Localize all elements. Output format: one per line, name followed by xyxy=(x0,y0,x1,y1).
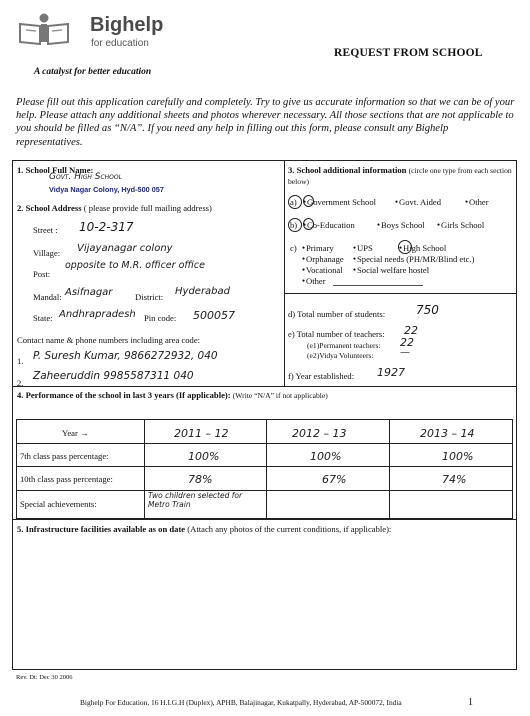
selected-circle-government xyxy=(303,195,314,207)
school-name-value[interactable]: Govt. High School xyxy=(49,172,122,182)
year-2012-13: 2012 – 13 xyxy=(292,427,347,440)
page-number: 1 xyxy=(468,697,473,708)
row-b-marker: b) xyxy=(290,220,298,230)
district-label: District: xyxy=(135,292,164,302)
brand-name: Bighelp xyxy=(90,14,164,36)
infrastructure-hint: (Attach any photos of the current conditions, if applicable): xyxy=(187,524,392,534)
permanent-teachers-label: (e1)Permanent teachers: xyxy=(307,341,381,350)
selected-circle-coed xyxy=(303,218,314,230)
achievement-2011-12[interactable]: Two children selected for Metro Train xyxy=(148,491,243,509)
footer-address: Bighelp For Education, 16 H.I.G.H (Duplex), APHB, Balajinagar, Kukatpally, Hyderabad, AP-500072, India xyxy=(80,698,402,707)
post-label: Post: xyxy=(33,269,51,279)
option-other-category[interactable]: ● Other xyxy=(302,276,326,286)
vidya-volunteers-value[interactable]: — xyxy=(400,347,410,358)
year-2011-12: 2011 – 12 xyxy=(174,427,229,440)
tenth-2011-12[interactable]: 78% xyxy=(188,473,213,486)
teachers-label: e) Total number of teachers: xyxy=(288,329,385,339)
contact-2-value[interactable]: Zaheeruddin 9985587311 040 xyxy=(33,370,194,382)
option-boys-school[interactable]: ● Boys School xyxy=(377,220,425,230)
infrastructure-area[interactable] xyxy=(17,541,511,666)
pincode-value[interactable]: 500057 xyxy=(193,309,235,322)
village-label: Village: xyxy=(33,248,61,258)
performance-hint: (Write “N/A” if not applicable) xyxy=(232,391,328,400)
option-special-needs[interactable]: ● Special needs (PH/MR/Blind etc.) xyxy=(353,254,474,264)
school-name-label: 1. School Full Name: xyxy=(17,165,94,175)
address-heading xyxy=(17,203,212,213)
district-value[interactable]: Hyderabad xyxy=(175,286,230,297)
state-label: State: xyxy=(33,313,53,323)
village-value[interactable]: Vijayanagar colony xyxy=(77,243,173,254)
tenth-2013-14[interactable]: 74% xyxy=(442,473,467,486)
tenth-class-label: 10th class pass percentage: xyxy=(20,474,113,484)
contact-1-num: 1. xyxy=(17,356,24,366)
option-vocational[interactable]: ● Vocational xyxy=(302,265,343,275)
brand-subtitle: for education xyxy=(91,38,149,49)
option-government-school[interactable]: ● Government School xyxy=(303,197,376,207)
contact-label: Contact name & phone numbers including area code: xyxy=(17,335,201,345)
option-orphanage[interactable]: ● Orphanage xyxy=(302,254,344,264)
students-value[interactable]: 750 xyxy=(416,303,439,317)
infrastructure-label: 5. Infrastructure facilities available as on date xyxy=(17,524,186,534)
permanent-teachers-value[interactable]: 22 xyxy=(400,336,414,349)
performance-heading xyxy=(17,390,328,400)
intro-text: Please fill out this application carefully and completely. Try to give us accurate information so that we can be of your help. Please attach any additional sheets and photos wherever necessary. All those sections that are not applicable to you should be filled as “N/A”. If you need any help in filling out this form, please consult any Bighelp representatives. xyxy=(16,97,515,148)
mandal-value[interactable]: Asifnagar xyxy=(65,287,113,298)
school-stamp: Vidya Nagar Colony, Hyd-500 057 xyxy=(49,185,164,194)
option-ups[interactable]: ● UPS xyxy=(353,243,373,253)
contact-2-num: 2. xyxy=(17,378,24,388)
seventh-2012-13[interactable]: 100% xyxy=(310,450,342,463)
revision-date: Rev. Dt: Dec 30 2006 xyxy=(16,674,73,681)
street-value[interactable]: 10-2-317 xyxy=(79,220,134,234)
students-label: d) Total number of students: xyxy=(288,309,386,319)
form-title: REQUEST FROM SCHOOL xyxy=(334,47,483,59)
tenth-2012-13[interactable]: 67% xyxy=(322,473,347,486)
option-other-type[interactable]: ● Other xyxy=(465,197,489,207)
option-girls-school[interactable]: ● Girls School xyxy=(437,220,484,230)
contact-1-value[interactable]: P. Suresh Kumar, 9866272932, 040 xyxy=(33,350,218,362)
vidya-volunteers-label: (e2)Vidya Volunteers: xyxy=(307,351,374,360)
row-a-marker: a) xyxy=(290,197,297,207)
special-achievements-label: Special achievements: xyxy=(20,499,97,509)
infrastructure-heading xyxy=(17,524,391,534)
seventh-2013-14[interactable]: 100% xyxy=(442,450,474,463)
option-social-welfare[interactable]: ● Social welfare hostel xyxy=(353,265,429,275)
teachers-value[interactable]: 22 xyxy=(404,324,418,337)
state-value[interactable]: Andhrapradesh xyxy=(59,309,136,320)
additional-info-heading xyxy=(288,165,513,187)
option-primary[interactable]: ● Primary xyxy=(302,243,334,253)
address-label: 2. School Address xyxy=(17,203,82,213)
bighelp-logo-icon xyxy=(16,12,72,50)
mandal-label: Mandal: xyxy=(33,292,62,302)
pincode-label: Pin code: xyxy=(144,313,177,323)
tagline: A catalyst for better education xyxy=(34,67,152,77)
option-high-school[interactable]: ● High School xyxy=(399,243,446,253)
post-value[interactable]: opposite to M.R. officer office xyxy=(65,260,205,271)
performance-table xyxy=(16,419,513,519)
option-govt-aided[interactable]: ● Govt. Aided xyxy=(395,197,441,207)
seventh-2011-12[interactable]: 100% xyxy=(188,450,220,463)
form-box xyxy=(12,160,517,670)
year-header: Year → xyxy=(62,428,89,438)
selected-circle-high-school xyxy=(398,240,412,254)
seventh-class-label: 7th class pass percentage: xyxy=(20,451,109,461)
year-2013-14: 2013 – 14 xyxy=(420,427,475,440)
performance-label: 4. Performance of the school in last 3 years (If applicable): xyxy=(17,390,231,400)
established-label: f) Year established: xyxy=(288,371,355,381)
additional-info-hint: (circle one type from each section below) xyxy=(288,166,512,186)
option-co-education[interactable]: ● Co-Education xyxy=(303,220,355,230)
street-label: Street : xyxy=(33,225,58,235)
established-value[interactable]: 1927 xyxy=(377,366,405,379)
row-c-marker: c) xyxy=(290,243,297,253)
address-hint: ( please provide full mailing address) xyxy=(83,203,212,213)
additional-info-label: 3. School additional information xyxy=(288,165,407,175)
